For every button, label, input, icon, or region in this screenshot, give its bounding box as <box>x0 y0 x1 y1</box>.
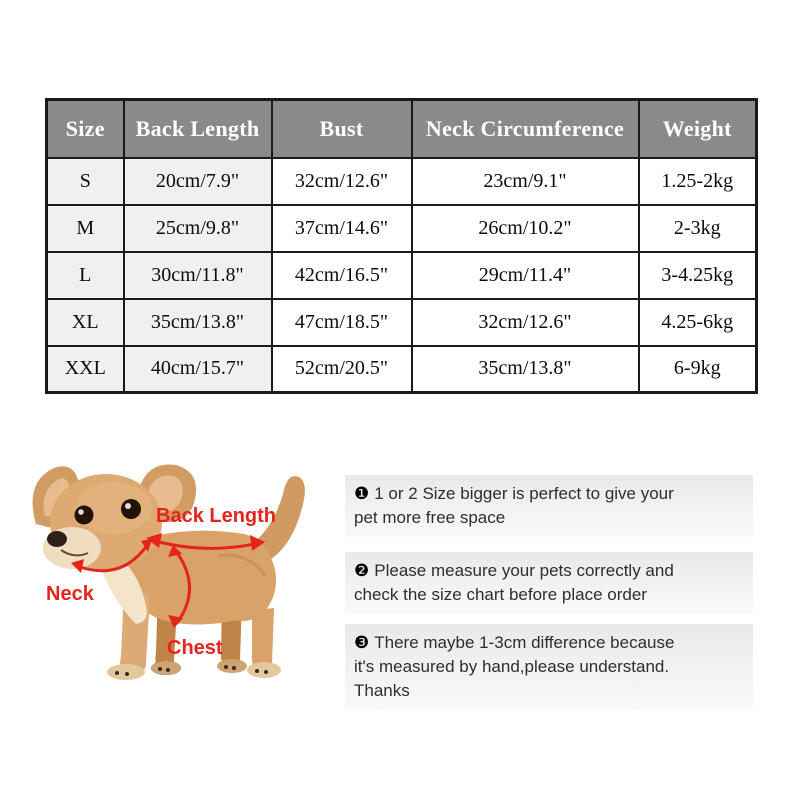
table-cell: 25cm/9.8" <box>124 205 272 252</box>
table-cell: 32cm/12.6" <box>412 299 639 346</box>
table-cell: 35cm/13.8" <box>124 299 272 346</box>
table-cell: 30cm/11.8" <box>124 252 272 299</box>
table-row <box>47 299 757 346</box>
note-text: There maybe 1-3cm difference because it's measured by hand,please understand. Thanks <box>354 633 675 701</box>
size-table-body <box>47 158 757 393</box>
table-cell: L <box>47 252 124 299</box>
dog-measurement-diagram <box>20 458 340 743</box>
chest-label: Chest <box>167 637 223 659</box>
table-cell: 3-4.25kg <box>639 252 757 299</box>
column-header: Weight <box>639 100 757 158</box>
note-item <box>345 624 753 710</box>
size-table <box>45 98 758 394</box>
table-cell: 42cm/16.5" <box>272 252 412 299</box>
back-length-label: Back Length <box>156 505 277 527</box>
note-text: 1 or 2 Size bigger is perfect to give your pet more free space <box>354 484 674 528</box>
table-cell: M <box>47 205 124 252</box>
table-cell: 20cm/7.9" <box>124 158 272 205</box>
table-cell: 6-9kg <box>639 346 757 393</box>
table-row <box>47 158 757 205</box>
column-header: Bust <box>272 100 412 158</box>
column-header: Size <box>47 100 124 158</box>
column-header: Neck Circumference <box>412 100 639 158</box>
note-number-icon: ❸ <box>354 633 370 652</box>
note-number-icon: ❷ <box>354 561 370 580</box>
note-item <box>345 552 753 614</box>
table-row <box>47 205 757 252</box>
neck-label: Neck <box>46 583 94 605</box>
table-cell: XL <box>47 299 124 346</box>
table-cell: 23cm/9.1" <box>412 158 639 205</box>
table-row <box>47 252 757 299</box>
column-header: Back Length <box>124 100 272 158</box>
table-cell: 2-3kg <box>639 205 757 252</box>
note-number-icon: ❶ <box>354 484 370 503</box>
size-table-header-row <box>47 100 757 158</box>
table-cell: 40cm/15.7" <box>124 346 272 393</box>
table-cell: 29cm/11.4" <box>412 252 639 299</box>
table-cell: 47cm/18.5" <box>272 299 412 346</box>
note-text: Please measure your pets correctly and check the size chart before place order <box>354 561 674 605</box>
table-cell: 52cm/20.5" <box>272 346 412 393</box>
note-item <box>345 475 753 537</box>
table-cell: 37cm/14.6" <box>272 205 412 252</box>
table-cell: 35cm/13.8" <box>412 346 639 393</box>
table-row <box>47 346 757 393</box>
table-cell: 32cm/12.6" <box>272 158 412 205</box>
table-cell: 1.25-2kg <box>639 158 757 205</box>
table-cell: 4.25-6kg <box>639 299 757 346</box>
table-cell: XXL <box>47 346 124 393</box>
table-cell: 26cm/10.2" <box>412 205 639 252</box>
table-cell: S <box>47 158 124 205</box>
